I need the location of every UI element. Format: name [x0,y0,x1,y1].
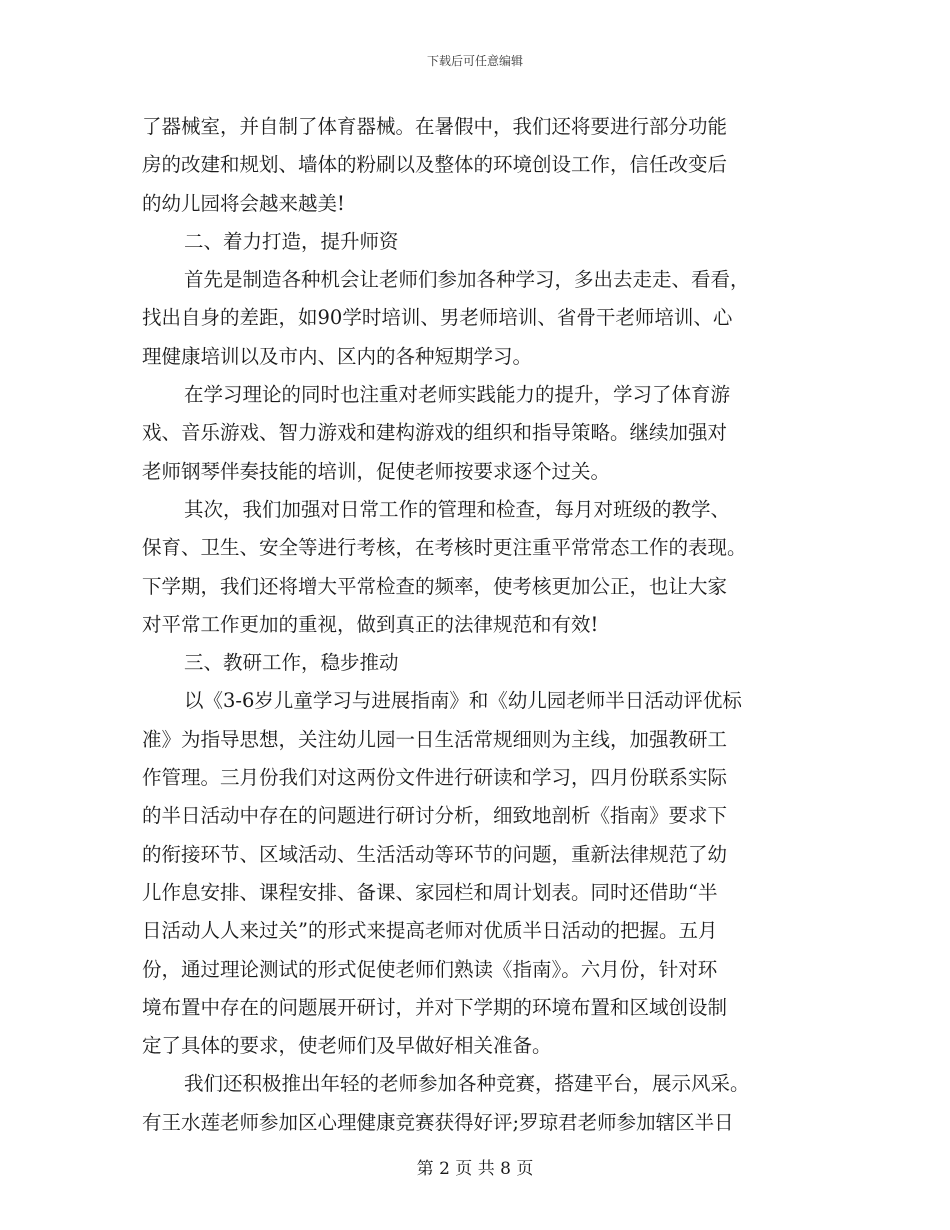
text-line: 的半日活动中存在的问题进行研讨分析，细致地剖析《指南》要求下 [142,804,728,828]
text-line: 老师钢琴伴奏技能的培训，促使老师按要求逐个过关。 [142,459,611,483]
section-heading: 二、着力打造，提升师资 [184,229,399,253]
text-line: 了器械室，并自制了体育器械。在暑假中，我们还将要进行部分功能 [142,115,728,138]
text-line: 房的改建和规划、墙体的粉刷以及整体的环境创设工作，信任改变后 [142,153,728,177]
text-line: 境布置中存在的问题展开研讨，并对下学期的环境布置和区域创设制 [142,995,728,1019]
text-line: 日活动人人来过关”的形式来提高老师对优质半日活动的把握。五月 [142,919,718,943]
text-line: 定了具体的要求，使老师们及早做好相关准备。 [142,1034,552,1058]
text-line: 戏、音乐游戏、智力游戏和建构游戏的组织和指导策略。继续加强对 [142,421,728,445]
text-line: 对平常工作更加的重视，做到真正的法律规范和有效! [142,612,599,636]
page-number-footer: 第 2 页 共 8 页 [416,1159,534,1179]
text-line: 作管理。三月份我们对这两份文件进行研读和学习，四月份联系实际 [142,766,728,790]
text-line: 的衔接环节、区域活动、生活活动等环节的问题，重新法律规范了幼 [142,842,728,866]
text-line: 有王水莲老师参加区心理健康竞赛获得好评;罗琼君老师参加辖区半日 [142,1110,734,1134]
text-line: 的幼儿园将会越来越美! [142,191,345,215]
page-header-note: 下载后可任意编辑 [426,54,523,68]
text-line: 其次，我们加强对日常工作的管理和检查，每月对班级的教学、 [184,497,731,521]
text-line: 找出自身的差距，如90学时培训、男老师培训、省骨干老师培训、心 [142,306,733,330]
text-line: 份，通过理论测试的形式促使老师们熟读《指南》。六月份，针对环 [142,957,718,981]
text-line: 下学期，我们还将增大平常检查的频率，使考核更加公正，也让大家 [142,574,728,598]
section-heading: 三、教研工作，稳步推动 [184,651,399,675]
text-line: 在学习理论的同时也注重对老师实践能力的提升，学习了体育游 [184,383,731,407]
text-line: 儿作息安排、课程安排、备课、家园栏和周计划表。同时还借助“半 [142,880,718,904]
text-line: 我们还积极推出年轻的老师参加各种竞赛，搭建平台，展示风采。 [184,1072,750,1096]
text-line: 理健康培训以及市内、区内的各种短期学习。 [142,344,533,368]
text-line: 首先是制造各种机会让老师们参加各种学习，多出去走走、看看， [184,268,750,292]
text-line: 以《3-6岁儿童学习与进展指南》和《幼儿园老师半日活动评优标 [184,689,742,713]
text-line: 准》为指导思想，关注幼儿园一日生活常规细则为主线，加强教研工 [142,727,728,751]
document-body [142,108,818,1142]
text-line: 保育、卫生、安全等进行考核，在考核时更注重平常常态工作的表现。 [142,536,747,560]
